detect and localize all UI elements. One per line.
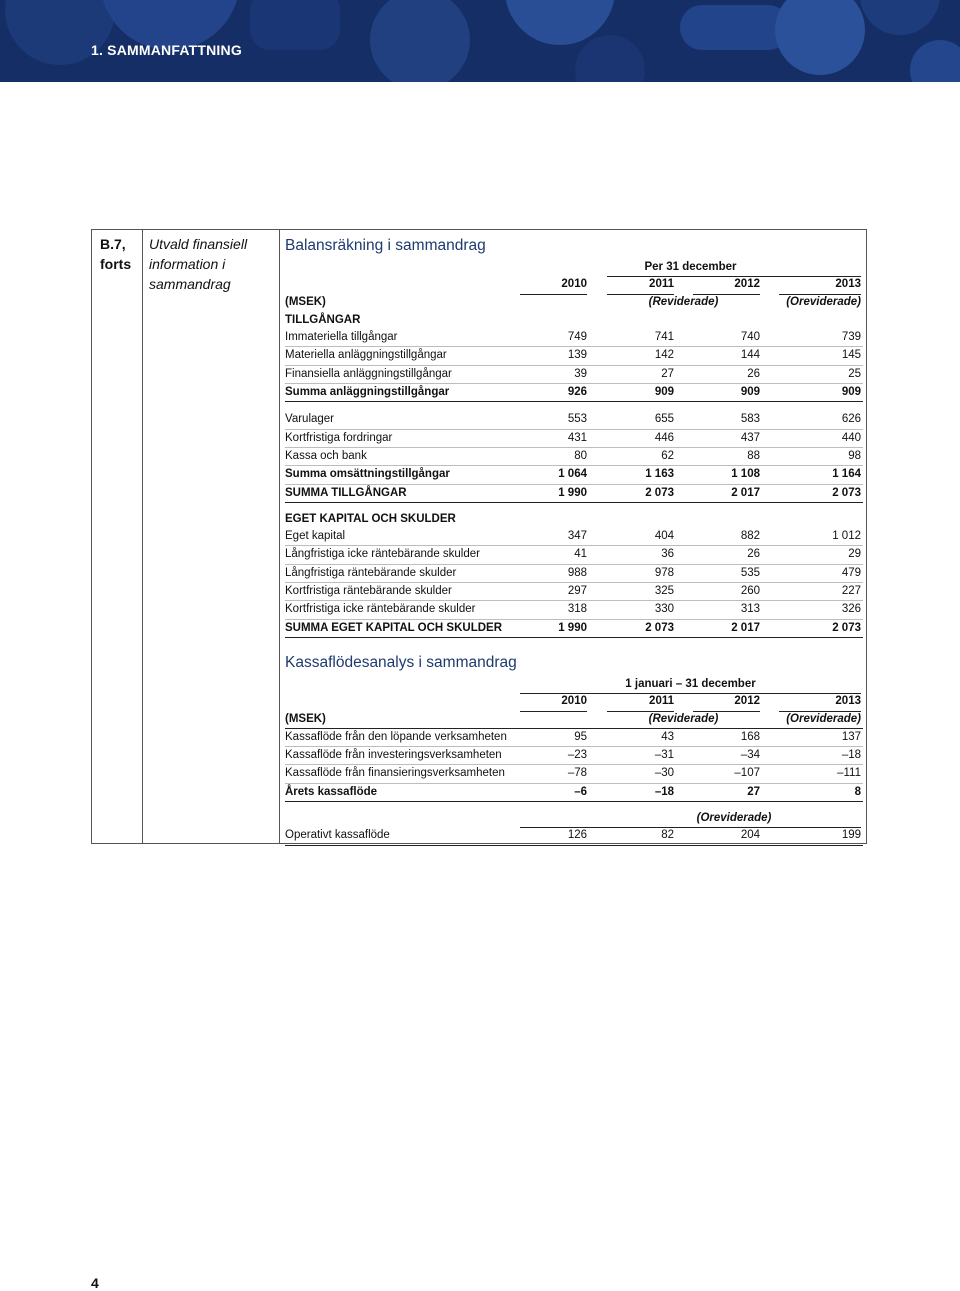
cell: 1 012 xyxy=(832,530,861,543)
cell: 27 xyxy=(747,785,760,798)
cell: –107 xyxy=(734,767,760,780)
cell: –23 xyxy=(567,749,587,762)
cell: 988 xyxy=(567,566,587,579)
cell: 26 xyxy=(747,548,760,561)
operating-audit-row xyxy=(285,810,863,827)
row-label: Summa anläggningstillgångar xyxy=(285,386,450,399)
row-label: Eget kapital xyxy=(285,530,346,543)
cell: 227 xyxy=(841,585,861,598)
cell: –30 xyxy=(654,767,674,780)
cell: 1 164 xyxy=(832,468,861,481)
cell: 41 xyxy=(574,548,587,561)
year-2010: 2010 xyxy=(561,278,587,291)
cell: 98 xyxy=(848,449,861,462)
cell: 168 xyxy=(740,730,760,743)
table-row xyxy=(285,347,863,365)
year-header-row xyxy=(285,276,863,293)
fixed-total-row xyxy=(285,384,863,402)
operating-cashflow-row xyxy=(285,827,863,845)
row-label: Kassaflöde från den löpande verksamheten xyxy=(285,730,507,743)
cell: 144 xyxy=(740,349,760,362)
period-label: 1 januari – 31 december xyxy=(625,678,756,690)
balance-sheet xyxy=(285,236,863,638)
cell: 318 xyxy=(567,603,587,616)
column-divider xyxy=(279,230,280,843)
cell: 2 017 xyxy=(731,486,760,499)
cell: 80 xyxy=(574,449,587,462)
row-label: SUMMA EGET KAPITAL OCH SKULDER xyxy=(285,621,503,634)
cell: 437 xyxy=(740,431,760,444)
cell: 535 xyxy=(740,566,760,579)
audit-unrevised: (Oreviderade) xyxy=(786,295,861,308)
cell: 740 xyxy=(740,331,760,344)
row-label: Kortfristiga räntebärande skulder xyxy=(285,585,452,598)
table-row xyxy=(285,411,863,429)
cell: 62 xyxy=(661,449,674,462)
table-row xyxy=(285,601,863,619)
cell: 882 xyxy=(740,530,760,543)
header-banner xyxy=(0,0,960,82)
cell: 749 xyxy=(567,331,587,344)
cell: –18 xyxy=(841,749,861,762)
row-label: Kassaflöde från finansieringsverksamheten xyxy=(285,767,505,780)
column-divider xyxy=(142,230,143,843)
row-label: Årets kassaflöde xyxy=(285,785,378,798)
cell: 909 xyxy=(740,386,760,399)
row-label: SUMMA TILLGÅNGAR xyxy=(285,486,407,499)
table-row xyxy=(285,546,863,564)
cell: 260 xyxy=(740,585,760,598)
cell: –31 xyxy=(654,749,674,762)
cell: 8 xyxy=(854,785,861,798)
assets-heading-label: TILLGÅNGAR xyxy=(285,313,361,326)
row-label: Finansiella anläggningstillgångar xyxy=(285,367,452,380)
cell: 1 990 xyxy=(558,621,587,634)
cell: 440 xyxy=(841,431,861,444)
table-row xyxy=(285,565,863,583)
decorative-pattern-icon xyxy=(0,0,960,82)
cell: 326 xyxy=(841,603,861,616)
assets-heading xyxy=(285,312,863,329)
year-2011: 2011 xyxy=(649,278,674,291)
row-label: Materiella anläggningstillgångar xyxy=(285,349,447,362)
year-2010: 2010 xyxy=(561,695,587,708)
section-code: B.7, forts xyxy=(100,236,132,272)
cell: 142 xyxy=(654,349,674,362)
cell: 27 xyxy=(661,367,674,380)
equity-heading xyxy=(285,511,863,528)
cell: 313 xyxy=(740,603,760,616)
cell: 404 xyxy=(654,530,674,543)
year-2012: 2012 xyxy=(734,695,760,708)
row-label: Kassaflöde från investeringsverksamheten xyxy=(285,749,502,762)
cell: 626 xyxy=(841,413,861,426)
section-title: Utvald finansiell information i sammandrag xyxy=(149,236,248,292)
cell: 909 xyxy=(654,386,674,399)
table-row xyxy=(285,528,863,546)
cell: 88 xyxy=(747,449,760,462)
audit-revised: (Reviderade) xyxy=(648,295,719,308)
audit-revised: (Reviderade) xyxy=(648,712,719,725)
year-2011: 2011 xyxy=(649,695,674,708)
assets-total-row xyxy=(285,485,863,503)
section-header-title: 1. SAMMANFATTNING xyxy=(91,42,242,58)
cashflow-total-row xyxy=(285,784,863,802)
cell: 446 xyxy=(654,431,674,444)
row-label: Kortfristiga icke räntebärande skulder xyxy=(285,603,476,616)
cell: 2 017 xyxy=(731,621,760,634)
year-2013: 2013 xyxy=(835,695,861,708)
year-2013: 2013 xyxy=(835,278,861,291)
current-total-row xyxy=(285,466,863,484)
equity-total-row xyxy=(285,620,863,638)
cell: 95 xyxy=(574,730,587,743)
cell: 347 xyxy=(567,530,587,543)
table-row xyxy=(285,448,863,466)
cell: 1 108 xyxy=(731,468,760,481)
cell: 479 xyxy=(841,566,861,579)
row-label: Långfristiga räntebärande skulder xyxy=(285,566,457,579)
cell: 82 xyxy=(661,829,674,842)
table-row xyxy=(285,329,863,347)
row-label: Immateriella tillgångar xyxy=(285,331,398,344)
cell: –78 xyxy=(567,767,587,780)
row-label: Kortfristiga fordringar xyxy=(285,431,393,444)
period-label: Per 31 december xyxy=(644,261,737,273)
cell: 43 xyxy=(661,730,674,743)
cell: 29 xyxy=(848,548,861,561)
cell: 36 xyxy=(661,548,674,561)
cell: 2 073 xyxy=(832,621,861,634)
cell: 978 xyxy=(654,566,674,579)
audit-unrevised: (Oreviderade) xyxy=(696,812,772,825)
cell: 137 xyxy=(841,730,861,743)
cell: 1 064 xyxy=(558,468,587,481)
cell: –111 xyxy=(837,767,861,780)
year-2012: 2012 xyxy=(734,278,760,291)
cell: 325 xyxy=(654,585,674,598)
year-header-row xyxy=(285,693,863,710)
cell: 926 xyxy=(567,386,587,399)
period-row xyxy=(285,676,863,693)
row-label: Långfristiga icke räntebärande skulder xyxy=(285,548,480,561)
unit-row xyxy=(285,294,863,311)
cell: –6 xyxy=(574,785,587,798)
cell: 741 xyxy=(654,331,674,344)
table-row xyxy=(285,765,863,783)
page-number: 4 xyxy=(91,1275,99,1291)
row-label: Operativt kassaflöde xyxy=(285,829,390,842)
cell: 126 xyxy=(567,829,587,842)
row-label: Summa omsättningstillgångar xyxy=(285,468,450,481)
cashflow-statement xyxy=(285,653,863,846)
row-label: Kassa och bank xyxy=(285,449,367,462)
cell: 2 073 xyxy=(645,486,674,499)
cell: 145 xyxy=(841,349,861,362)
cell: 1 990 xyxy=(558,486,587,499)
row-label: Varulager xyxy=(285,413,335,426)
table-row xyxy=(285,366,863,384)
cell: 139 xyxy=(567,349,587,362)
cell: 2 073 xyxy=(645,621,674,634)
table-row xyxy=(285,729,863,747)
cell: 26 xyxy=(747,367,760,380)
cell: 2 073 xyxy=(832,486,861,499)
audit-unrevised: (Oreviderade) xyxy=(786,712,861,725)
cell: 909 xyxy=(841,386,861,399)
unit-label: (MSEK) xyxy=(285,712,326,725)
unit-label: (MSEK) xyxy=(285,295,326,308)
cell: –18 xyxy=(654,785,674,798)
cell: 39 xyxy=(574,367,587,380)
cell: 330 xyxy=(654,603,674,616)
table-row xyxy=(285,747,863,765)
cell: 297 xyxy=(567,585,587,598)
cell: 1 163 xyxy=(645,468,674,481)
cell: –34 xyxy=(740,749,760,762)
period-row xyxy=(285,259,863,276)
cell: 655 xyxy=(654,413,674,426)
balance-title: Balansräkning i sammandrag xyxy=(285,237,486,254)
cell: 553 xyxy=(567,413,587,426)
unit-row xyxy=(285,711,863,729)
cell: 583 xyxy=(740,413,760,426)
cell: 739 xyxy=(841,331,861,344)
cell: 431 xyxy=(567,431,587,444)
cell: 25 xyxy=(848,367,861,380)
table-row xyxy=(285,430,863,448)
cell: 204 xyxy=(740,829,760,842)
table-row xyxy=(285,583,863,601)
cashflow-title: Kassaflödesanalys i sammandrag xyxy=(285,654,517,671)
summary-frame xyxy=(91,229,867,844)
equity-heading-label: EGET KAPITAL OCH SKULDER xyxy=(285,512,456,525)
cell: 199 xyxy=(841,829,861,842)
